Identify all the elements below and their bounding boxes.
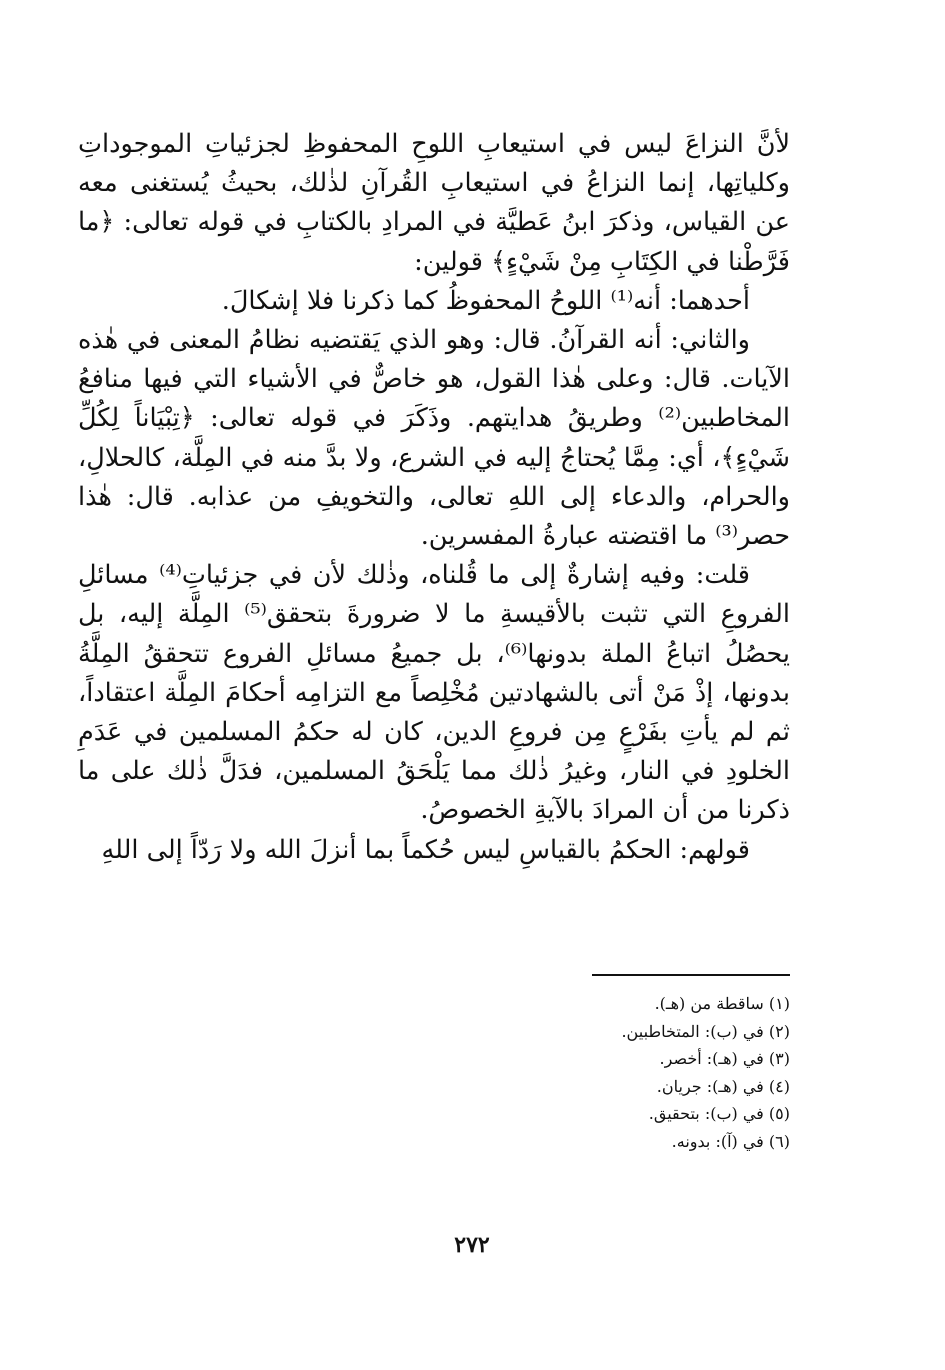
footnote-3: (٣) في (هـ): أخصر.	[659, 1049, 790, 1068]
main-text-body	[78, 125, 790, 870]
footnote-divider	[592, 974, 790, 976]
paragraph-5: قولهم: الحكمُ بالقياسِ ليس حُكماً بما أنزلَ الله ولا رَدّاً إلى اللهِ	[101, 834, 750, 865]
paragraph-3: والثاني: أنه القرآنُ. قال: وهو الذي يَقتضيه نظامُ المعنى في هٰذه الآيات. قال: وعلى هٰذا القول، هو خاصٌّ في الأشياء التي فيها منافعُ المخاطبين⁽²⁾ وطريقُ هدايتهم. وذَكَرَ في قوله تعالى: ﴿تِبْيَاناً لِكُلِّ شَيْءٍ﴾، أي: مِمَّا يُحتاجُ إليه في الشرع، ولا بدَّ منه في المِلَّة، كالحلالِ، والحرام، والدعاء إلى اللهِ تعالى، والتخويفِ من عذابه. قال: هٰذا حصر⁽³⁾ ما اقتضته عبارةُ المفسرين.	[78, 325, 790, 552]
footnote-2: (٢) في (ب): المتخاطبين.	[621, 1021, 790, 1041]
paragraph-2: أحدهما: أنه⁽¹⁾ اللوحُ المحفوظُ كما ذكرنا فلا إشكالَ.	[221, 285, 750, 316]
footnote-1: (١) ساقطة من (هـ).	[654, 994, 790, 1013]
paragraph-4: قلت: وفيه إشارةٌ إلى ما قُلناه، وذٰلك لأن في جزئياتِ⁽⁴⁾ مسائلِ الفروعِ التي تثبت بالأقيسةِ ما لا ضرورةَ بتحقق⁽⁵⁾ المِلَّة إليه، بل يحصُلُ اتباعُ الملة بدونها⁽⁶⁾، بل جميعُ مسائلِ الفروع تتحققُ المِلَّةُ بدونها، إذْ مَنْ أتى بالشهادتين مُخْلِصاً مع التزامِه أحكامَ المِلَّة اعتقاداً، ثم لم يأتِ بفَرْعٍ مِن فروعِ الدين، كان له حكمُ المسلمين في عَدَمِ الخلودِ في النار، وغيرُ ذٰلك مما يَلْحَقُ المسلمين، فدَلَّ ذٰلك على ما ذكرنا من أن المرادَ بالآيةِ الخصوصُ.	[78, 560, 791, 826]
paragraph-1: لأنَّ النزاعَ ليس في استيعابِ اللوحِ المحفوظِ لجزئياتِ الموجوداتِ وكلياتِها، إنما النزاعُ في استيعابِ القُرآنِ لذٰلك، بحيثُ يُستغنى معه عن القياس، وذكرَ ابنُ عَطيَّة في المرادِ بالكتابِ في قوله تعالى: ﴿ما فَرَّطْنا في الكِتَابِ مِنْ شَيْءٍ﴾ قولين:	[78, 129, 790, 277]
page-number: ٢٧٢	[454, 1232, 490, 1258]
footnote-5: (٥) في (ب): بتحقيق.	[648, 1104, 790, 1123]
footnote-4: (٤) في (هـ): جريان.	[656, 1076, 790, 1096]
footnotes-list	[400, 990, 790, 1155]
footnote-6: (٦) في (آ): بدونه.	[671, 1131, 790, 1151]
